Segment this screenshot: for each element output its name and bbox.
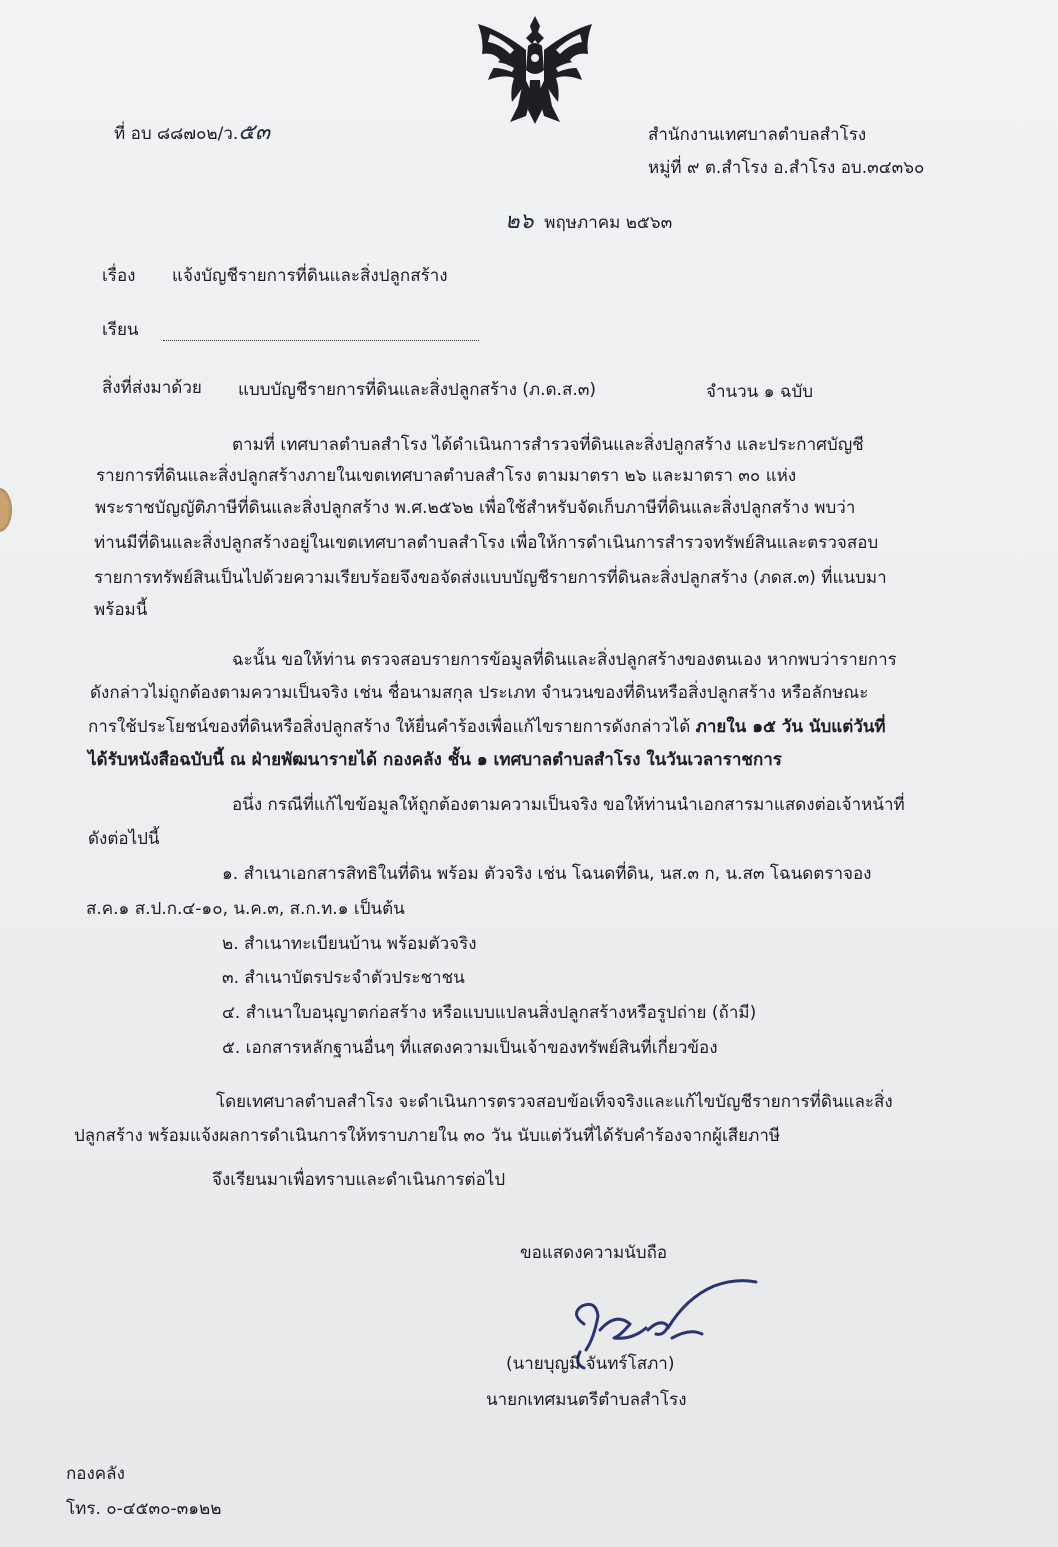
document-list-item: ๑. สำเนาเอกสารสิทธิในที่ดิน พร้อม ตัวจริง เช่น โฉนดที่ดิน, นส.๓ ก, น.ส๓ โฉนดตราจอง xyxy=(222,864,872,884)
document-list-item: ๒. สำเนาทะเบียนบ้าน พร้อมตัวจริง xyxy=(222,934,477,954)
reference-handwritten-number: ๕๓ xyxy=(238,120,270,145)
contact-phone: โทร. ๐-๔๕๓๐-๓๑๒๒ xyxy=(66,1499,222,1519)
paragraph-2-line xyxy=(88,715,886,739)
subject-text: แจ้งบัญชีรายการที่ดินและสิ่งปลูกสร้าง xyxy=(172,266,448,286)
paragraph-1-line: รายการทรัพย์สินเป็นไปด้วยความเรียบร้อยจึงขอจัดส่งแบบบัญชีรายการที่ดินละสิ่งปลูกสร้าง (ภดส.๓) ที่แนบมา xyxy=(94,568,887,588)
document-list-item: ๕. เอกสารหลักฐานอื่นๆ ที่แสดงความเป็นเจ้าของทรัพย์สินที่เกี่ยวข้อง xyxy=(222,1038,718,1058)
date-month-year: พฤษภาคม ๒๕๖๓ xyxy=(544,213,673,233)
paragraph-2-line: ดังกล่าวไม่ถูกต้องตามความเป็นจริง เช่น ชื่อนามสกุล ประเภท จำนวนของที่ดินหรือสิ่งปลูกสร้าง หรือลักษณะ xyxy=(90,683,869,703)
deadline-emphasis: ภายใน ๑๕ วัน นับแต่วันที่ xyxy=(695,717,886,737)
letter-date xyxy=(505,210,672,235)
reference-number xyxy=(114,121,270,146)
subject-label: เรื่อง xyxy=(102,266,136,286)
attachment-text: แบบบัญชีรายการที่ดินและสิ่งปลูกสร้าง (ภ.ด.ส.๓) xyxy=(238,380,596,400)
paragraph-1-line: พร้อมนี้ xyxy=(94,600,148,620)
attachment-quantity: จำนวน ๑ ฉบับ xyxy=(706,382,814,402)
signatory-title: นายกเทศมนตรีตำบลสำโรง xyxy=(486,1390,687,1410)
recipient-blank-line xyxy=(163,322,479,341)
reference-prefix: ที่ อบ ๘๘๗๐๒/ว. xyxy=(114,124,239,144)
paragraph-1-line: พระราชบัญญัติภาษีที่ดินและสิ่งปลูกสร้าง พ.ศ.๒๕๖๒ เพื่อใช้สำหรับจัดเก็บภาษีที่ดินและสิ่งปลูกสร้าง พบว่า xyxy=(95,498,856,518)
date-day-handwritten: ๒๖ xyxy=(505,209,534,234)
closing-sentence: จึงเรียนมาเพื่อทราบและดำเนินการต่อไป xyxy=(212,1170,506,1190)
paragraph-1-line: รายการที่ดินและสิ่งปลูกสร้างภายในเขตเทศบาลตำบลสำโรง ตามมาตรา ๒๖ และมาตรา ๓๐ แห่ง xyxy=(96,466,797,486)
binder-hole xyxy=(0,488,12,532)
paragraph-1-line: ท่านมีที่ดินและสิ่งปลูกสร้างอยู่ในเขตเทศบาลตำบลสำโรง เพื่อให้การดำเนินการสำรวจทรัพย์สินและตรวจสอบ xyxy=(94,533,879,553)
department-name: กองคลัง xyxy=(66,1464,125,1484)
paragraph-2-line: ฉะนั้น ขอให้ท่าน ตรวจสอบรายการข้อมูลที่ดินและสิ่งปลูกสร้างของตนเอง หากพบว่ารายการ xyxy=(232,650,897,670)
attachment-label: สิ่งที่ส่งมาด้วย xyxy=(102,378,202,398)
paragraph-3-line: อนึ่ง กรณีที่แก้ไขข้อมูลให้ถูกต้องตามความเป็นจริง ขอให้ท่านนำเอกสารมาแสดงต่อเจ้าหน้าที่ xyxy=(232,795,905,815)
document-list-item: ๔. สำเนาใบอนุญาตก่อสร้าง หรือแบบแปลนสิ่งปลูกสร้างหรือรูปถ่าย (ถ้ามี) xyxy=(222,1003,757,1023)
office-address: หมู่ที่ ๙ ต.สำโรง อ.สำโรง อบ.๓๔๓๖๐ xyxy=(648,158,925,178)
document-list-item-continued: ส.ค.๑ ส.ป.ก.๔-๑๐, น.ค.๓, ส.ก.ท.๑ เป็นต้น xyxy=(86,899,405,919)
paragraph-4-line: โดยเทศบาลตำบลสำโรง จะดำเนินการตรวจสอบข้อเท็จจริงและแก้ไขบัญชีรายการที่ดินและสิ่ง xyxy=(216,1092,893,1112)
paragraph-4-line: ปลูกสร้าง พร้อมแจ้งผลการดำเนินการให้ทราบภายใน ๓๐ วัน นับแต่วันที่ได้รับคำร้องจากผู้เสียภาษี xyxy=(74,1126,781,1146)
document-list-item: ๓. สำเนาบัตรประจำตัวประชาชน xyxy=(222,968,465,988)
recipient-label: เรียน xyxy=(102,320,139,340)
paragraph-3-line: ดังต่อไปนี้ xyxy=(88,829,160,849)
signatory-name: (นายบุญมี จันทร์โสภา) xyxy=(506,1354,675,1374)
closing-regards: ขอแสดงความนับถือ xyxy=(520,1243,668,1263)
paragraph-2-line-3-plain: การใช้ประโยชน์ของที่ดินหรือสิ่งปลูกสร้าง ให้ยื่นคำร้องเพื่อแก้ไขรายการดังกล่าวได้ xyxy=(88,717,696,737)
paragraph-1-line: ตามที่ เทศบาลตำบลสำโรง ได้ดำเนินการสำรวจที่ดินและสิ่งปลูกสร้าง และประกาศบัญชี xyxy=(232,435,864,455)
garuda-emblem-icon xyxy=(470,10,600,130)
office-name: สำนักงานเทศบาลตำบลสำโรง xyxy=(648,125,867,145)
submission-location: ได้รับหนังสือฉบับนี้ ณ ฝ่ายพัฒนารายได้ กองคลัง ชั้น ๑ เทศบาลตำบลสำโรง ในวันเวลาราชการ xyxy=(88,750,782,770)
